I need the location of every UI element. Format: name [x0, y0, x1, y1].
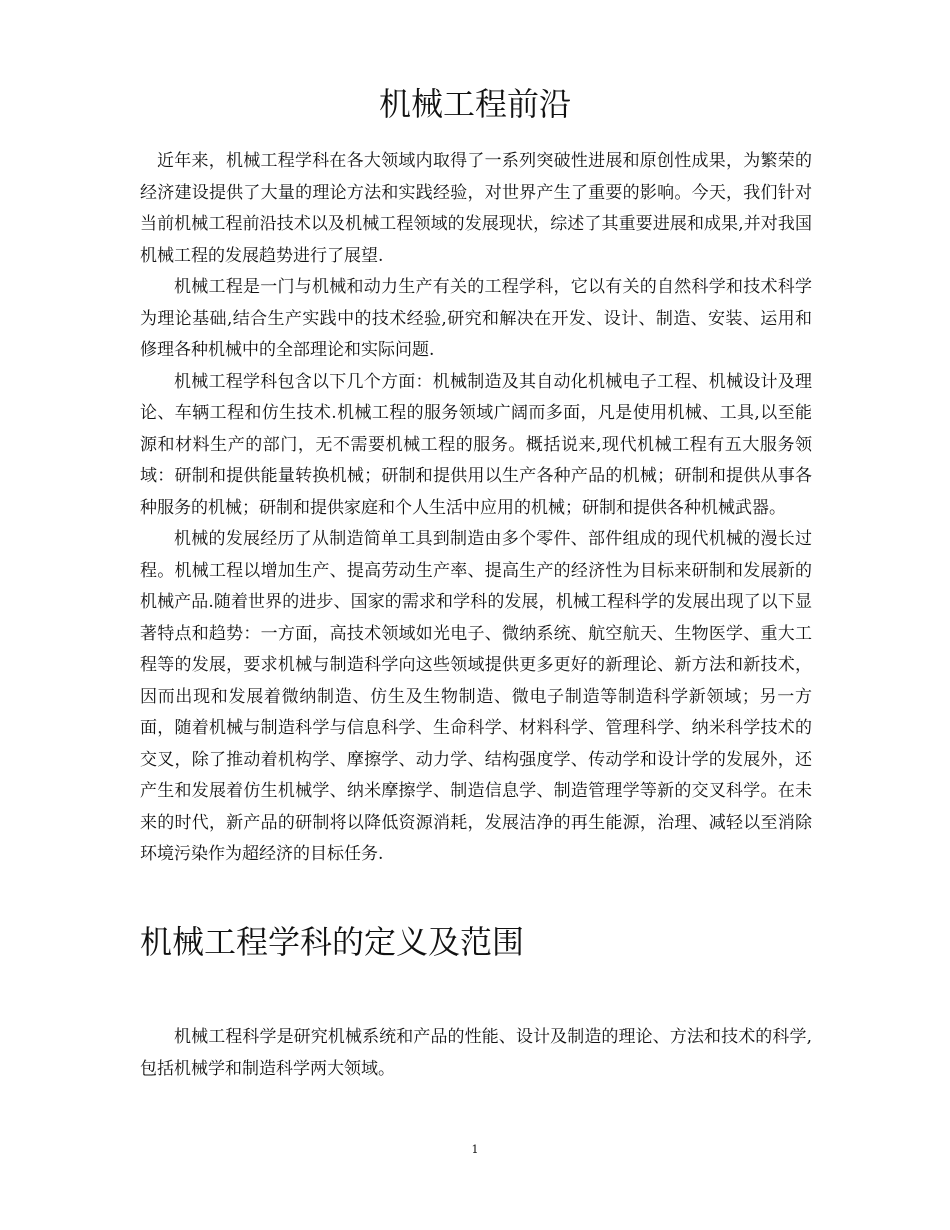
paragraph-development: 机械的发展经历了从制造简单工具到制造由多个零件、部件组成的现代机械的漫长过程。机械工程以增加生产、提高劳动生产率、提高生产的经济性为目标来研制和发展新的机械产品.随着世界的进步、国家的需求和学科的发展，机械工程科学的发展出现了以下显著特点和趋势：一方面，高技术领域如光电子、微纳系统、航空航天、生物医学、重大工程等的发展，要求机械与制造科学向这些领域提供更多更好的新理论、新方法和新技术，因而出现和发展着微纳制造、仿生及生物制造、微电子制造等制造科学新领域；另一方面，随着机械与制造科学与信息科学、生命科学、材料科学、管理科学、纳米科学技术的交叉，除了推动着机构学、摩擦学、动力学、结构强度学、传动学和设计学的发展外，还产生和发展着仿生机械学、纳米摩擦学、制造信息学、制造管理学等新的交叉科学。在未来的时代，新产品的研制将以降低资源消耗，发展洁净的再生能源，治理、减轻以至消除环境污染作为超经济的目标任务.	[140, 529, 812, 864]
paragraph-section: 机械工程科学是研究机械系统和产品的性能、设计及制造的理论、方法和技术的科学,包括机械学和制造科学两大领域。	[140, 1027, 812, 1079]
paragraph-intro: 近年来，机械工程学科在各大领域内取得了一系列突破性进展和原创性成果，为繁荣的经济建设提供了大量的理论方法和实践经验，对世界产生了重要的影响。今天，我们针对当前机械工程前沿技术以及机械工程领域的发展现状，综述了其重要进展和成果,并对我国机械工程的发展趋势进行了展望.	[140, 151, 812, 266]
paragraph-definition: 机械工程是一门与机械和动力生产有关的工程学科，它以有关的自然科学和技术科学为理论基础,结合生产实践中的技术经验,研究和解决在开发、设计、制造、安装、运用和修理各种机械中的全部理论和实际问题.	[140, 277, 812, 360]
document-title: 机械工程前沿	[378, 85, 571, 123]
section-body	[140, 1022, 812, 1085]
page-number: 1	[471, 1143, 479, 1156]
section-heading: 机械工程学科的定义及范围	[140, 923, 525, 961]
paragraph-scope: 机械工程学科包含以下几个方面：机械制造及其自动化机械电子工程、机械设计及理论、车辆工程和仿生技术.机械工程的服务领域广阔而多面，凡是使用机械、工具,以至能源和材料生产的部门，无不需要机械工程的服务。概括说来,现代机械工程有五大服务领域：研制和提供能量转换机械；研制和提供用以生产各种产品的机械；研制和提供从事各种服务的机械；研制和提供家庭和个人生活中应用的机械；研制和提供各种机械武器。	[140, 371, 812, 518]
intro-body	[140, 146, 812, 871]
